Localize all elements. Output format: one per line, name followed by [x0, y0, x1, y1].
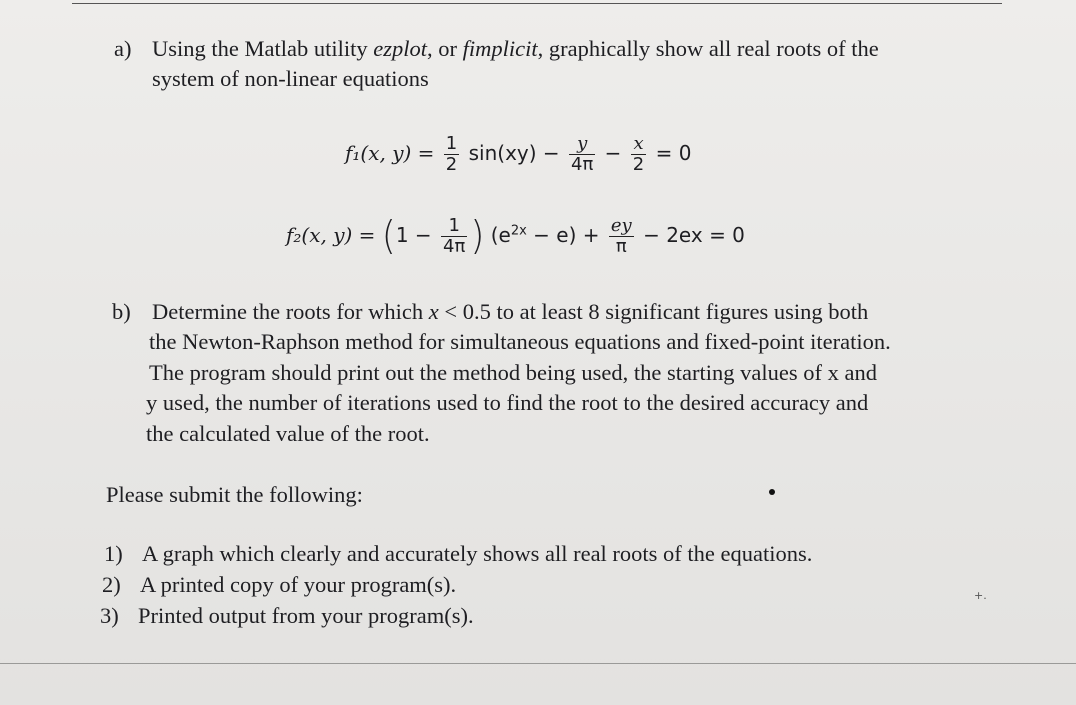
eq1-frac-y: [569, 134, 595, 175]
part-b-var-x: x: [428, 299, 439, 324]
eq2-paren-close: ): [470, 213, 485, 259]
eq1-frac-half-den: 2: [445, 154, 458, 175]
stray-pen-mark: +.: [974, 589, 987, 602]
submit-item-3: Printed output from your program(s).: [138, 603, 474, 628]
eq1-sin-term: sin(xy) −: [468, 141, 560, 165]
part-b-line-1-post: < 0.5 to at least 8 significant figures using both: [438, 299, 869, 324]
eq2-frac-ey-pi: [609, 216, 634, 257]
eq2-frac-ey-pi-num: ey: [610, 215, 632, 236]
submit-item-2: A printed copy of your program(s).: [140, 572, 457, 597]
eq2-exp-open: (e: [490, 223, 511, 247]
eq2-frac-inv4pi-den: 4π: [443, 236, 466, 257]
eq2-tail: − 2ex = 0: [643, 223, 745, 247]
eq1-frac-half-num: 1: [445, 133, 458, 154]
submit-item-3-marker: 3): [100, 603, 119, 628]
submit-heading: Please submit the following:: [106, 482, 363, 507]
part-b-line-2: the Newton-Raphson method for simultaneous equations and fixed-point iteration.: [149, 329, 891, 354]
submit-item-2-marker: 2): [102, 572, 121, 597]
ezplot-term: ezplot: [373, 36, 427, 61]
eq1-frac-x: [631, 134, 646, 175]
equation-f1: [345, 134, 691, 175]
eq1-rhs: = 0: [655, 141, 692, 165]
part-a-line-1-mid: , or: [426, 36, 463, 61]
part-b-line-4: y used, the number of iterations used to find the root to the desired accuracy and: [146, 390, 869, 415]
equation-f2: [286, 213, 745, 259]
fimplicit-term: fimplicit: [462, 36, 538, 61]
eq2-exp-term: [491, 223, 600, 247]
eq2-lhs: f₂(x, y) =: [286, 223, 376, 247]
eq1-lhs: f₁(x, y) =: [345, 141, 435, 165]
part-b-marker: b): [112, 299, 131, 324]
part-a-marker: a): [114, 36, 132, 61]
top-rule: [72, 3, 1002, 4]
part-b-line-1: [152, 297, 868, 327]
part-b-line-1-pre: Determine the roots for which: [152, 299, 429, 324]
eq1-frac-x-den: 2: [632, 154, 645, 175]
eq2-frac-inv4pi: [441, 216, 467, 257]
ink-dot: [769, 489, 775, 495]
eq1-frac-y-den: 4π: [571, 154, 594, 175]
part-a-line-1-pre: Using the Matlab utility: [152, 36, 374, 61]
eq2-exp-close: − e) +: [526, 223, 600, 247]
part-b-line-5: the calculated value of the root.: [146, 421, 430, 446]
part-b-line-3: The program should print out the method being used, the starting values of x and: [149, 360, 877, 385]
eq2-frac-inv4pi-num: 1: [441, 216, 467, 237]
submit-item-1-marker: 1): [104, 541, 123, 566]
bottom-rule: [0, 663, 1076, 664]
eq2-exp-superscript: 2x: [510, 223, 527, 239]
submit-item-1: A graph which clearly and accurately shows all real roots of the equations.: [142, 541, 813, 566]
eq2-frac-ey-pi-den: π: [615, 236, 627, 257]
part-a-line-1-post: , graphically show all real roots of the: [537, 36, 879, 61]
eq1-minus: −: [604, 141, 622, 165]
eq1-frac-y-num: y: [569, 134, 595, 155]
part-a-line-2: system of non-linear equations: [152, 66, 429, 91]
part-a-line-1: [152, 34, 879, 64]
eq2-paren-open: (: [381, 213, 396, 259]
eq1-frac-half: [444, 134, 459, 175]
eq1-frac-x-num: x: [631, 134, 646, 155]
eq2-one-minus: 1 −: [395, 223, 432, 247]
